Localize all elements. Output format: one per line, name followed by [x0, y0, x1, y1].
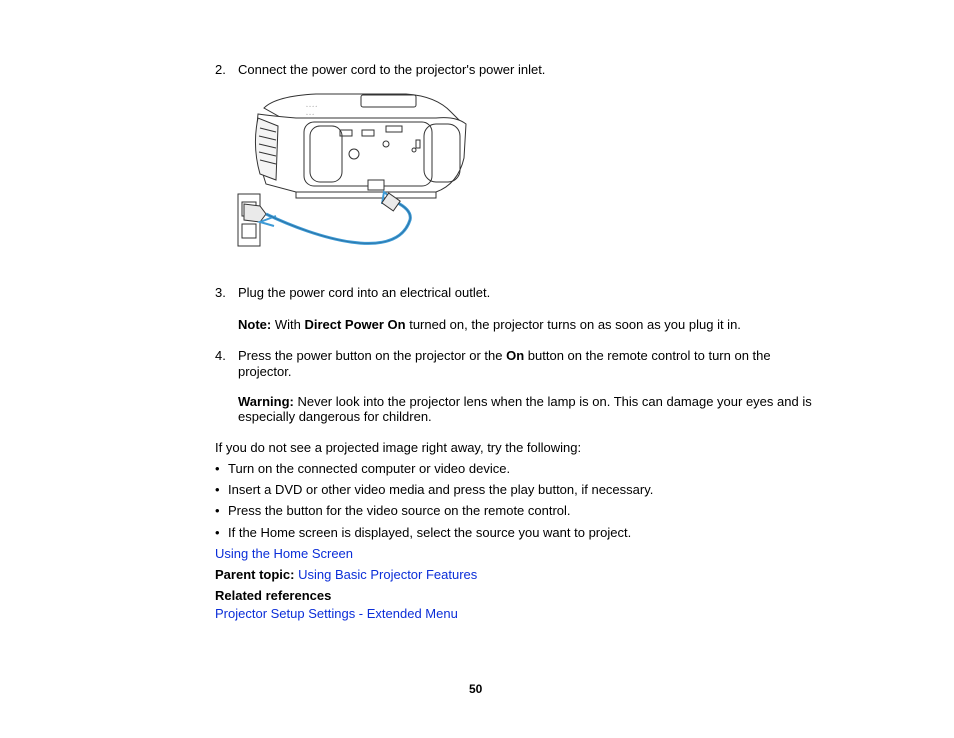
warning-text: Never look into the projector lens when the lamp is on. This can damage your eyes and is — [293, 394, 812, 409]
intro-text: If you do not see a projected image right away, try the following: — [215, 440, 582, 455]
step-4-line1 — [238, 348, 771, 364]
related-references-label: Related references — [215, 588, 332, 603]
list-item — [215, 525, 220, 541]
note-label: Note: — [238, 317, 272, 332]
parent-topic-label: Parent topic: — [215, 567, 295, 582]
list-item — [215, 461, 220, 477]
list-item — [215, 482, 220, 498]
bullet: • — [215, 525, 220, 540]
bullet: • — [215, 482, 220, 497]
note-pre: With — [271, 317, 305, 332]
svg-text:◦ ◦ ◦ ◦: ◦ ◦ ◦ ◦ — [306, 104, 318, 110]
related-references-heading — [215, 588, 331, 604]
step-3-number: 3. — [215, 285, 226, 300]
step-4-pre: Press the power button on the projector or the — [238, 348, 507, 363]
note-post: turned on, the projector turns on as soon as you plug it in. — [405, 317, 741, 332]
step-4-line2: projector. — [238, 364, 292, 379]
svg-text:◦ ◦ ◦: ◦ ◦ ◦ — [306, 112, 315, 118]
parent-topic-link[interactable]: Using Basic Projector Features — [298, 567, 478, 582]
step-2-text: Connect the power cord to the projector's power inlet. — [238, 62, 546, 77]
step-number: 2. — [215, 62, 226, 77]
warning-line1 — [238, 394, 812, 410]
list-item — [215, 503, 220, 519]
list-item-text: Insert a DVD or other video media and press the play button, if necessary. — [228, 482, 654, 497]
page-number — [469, 681, 482, 697]
step-4-post: button on the remote control to turn on the — [524, 348, 771, 363]
projector-power-illustration — [236, 88, 472, 254]
home-screen-link[interactable]: Using the Home Screen — [215, 546, 354, 561]
warning-label: Warning: — [238, 394, 294, 409]
list-item-text: Turn on the connected computer or video device. — [228, 461, 511, 476]
warning-line2: especially dangerous for children. — [238, 409, 432, 424]
bullet: • — [215, 461, 220, 476]
step-4-on-label: On — [506, 348, 525, 363]
list-item-text: If the Home screen is displayed, select the source you want to project. — [228, 525, 632, 540]
step-2 — [215, 62, 226, 78]
note — [238, 317, 741, 333]
related-reference-link[interactable]: Projector Setup Settings - Extended Menu — [215, 606, 458, 621]
step-4-number: 4. — [215, 348, 226, 363]
list-item-text: Press the button for the video source on the remote control. — [228, 503, 571, 518]
page-number-value: 50 — [469, 682, 483, 696]
step-3-text: Plug the power cord into an electrical outlet. — [238, 285, 491, 300]
bullet: • — [215, 503, 220, 518]
note-setting-name: Direct Power On — [304, 317, 406, 332]
parent-topic — [215, 567, 477, 583]
